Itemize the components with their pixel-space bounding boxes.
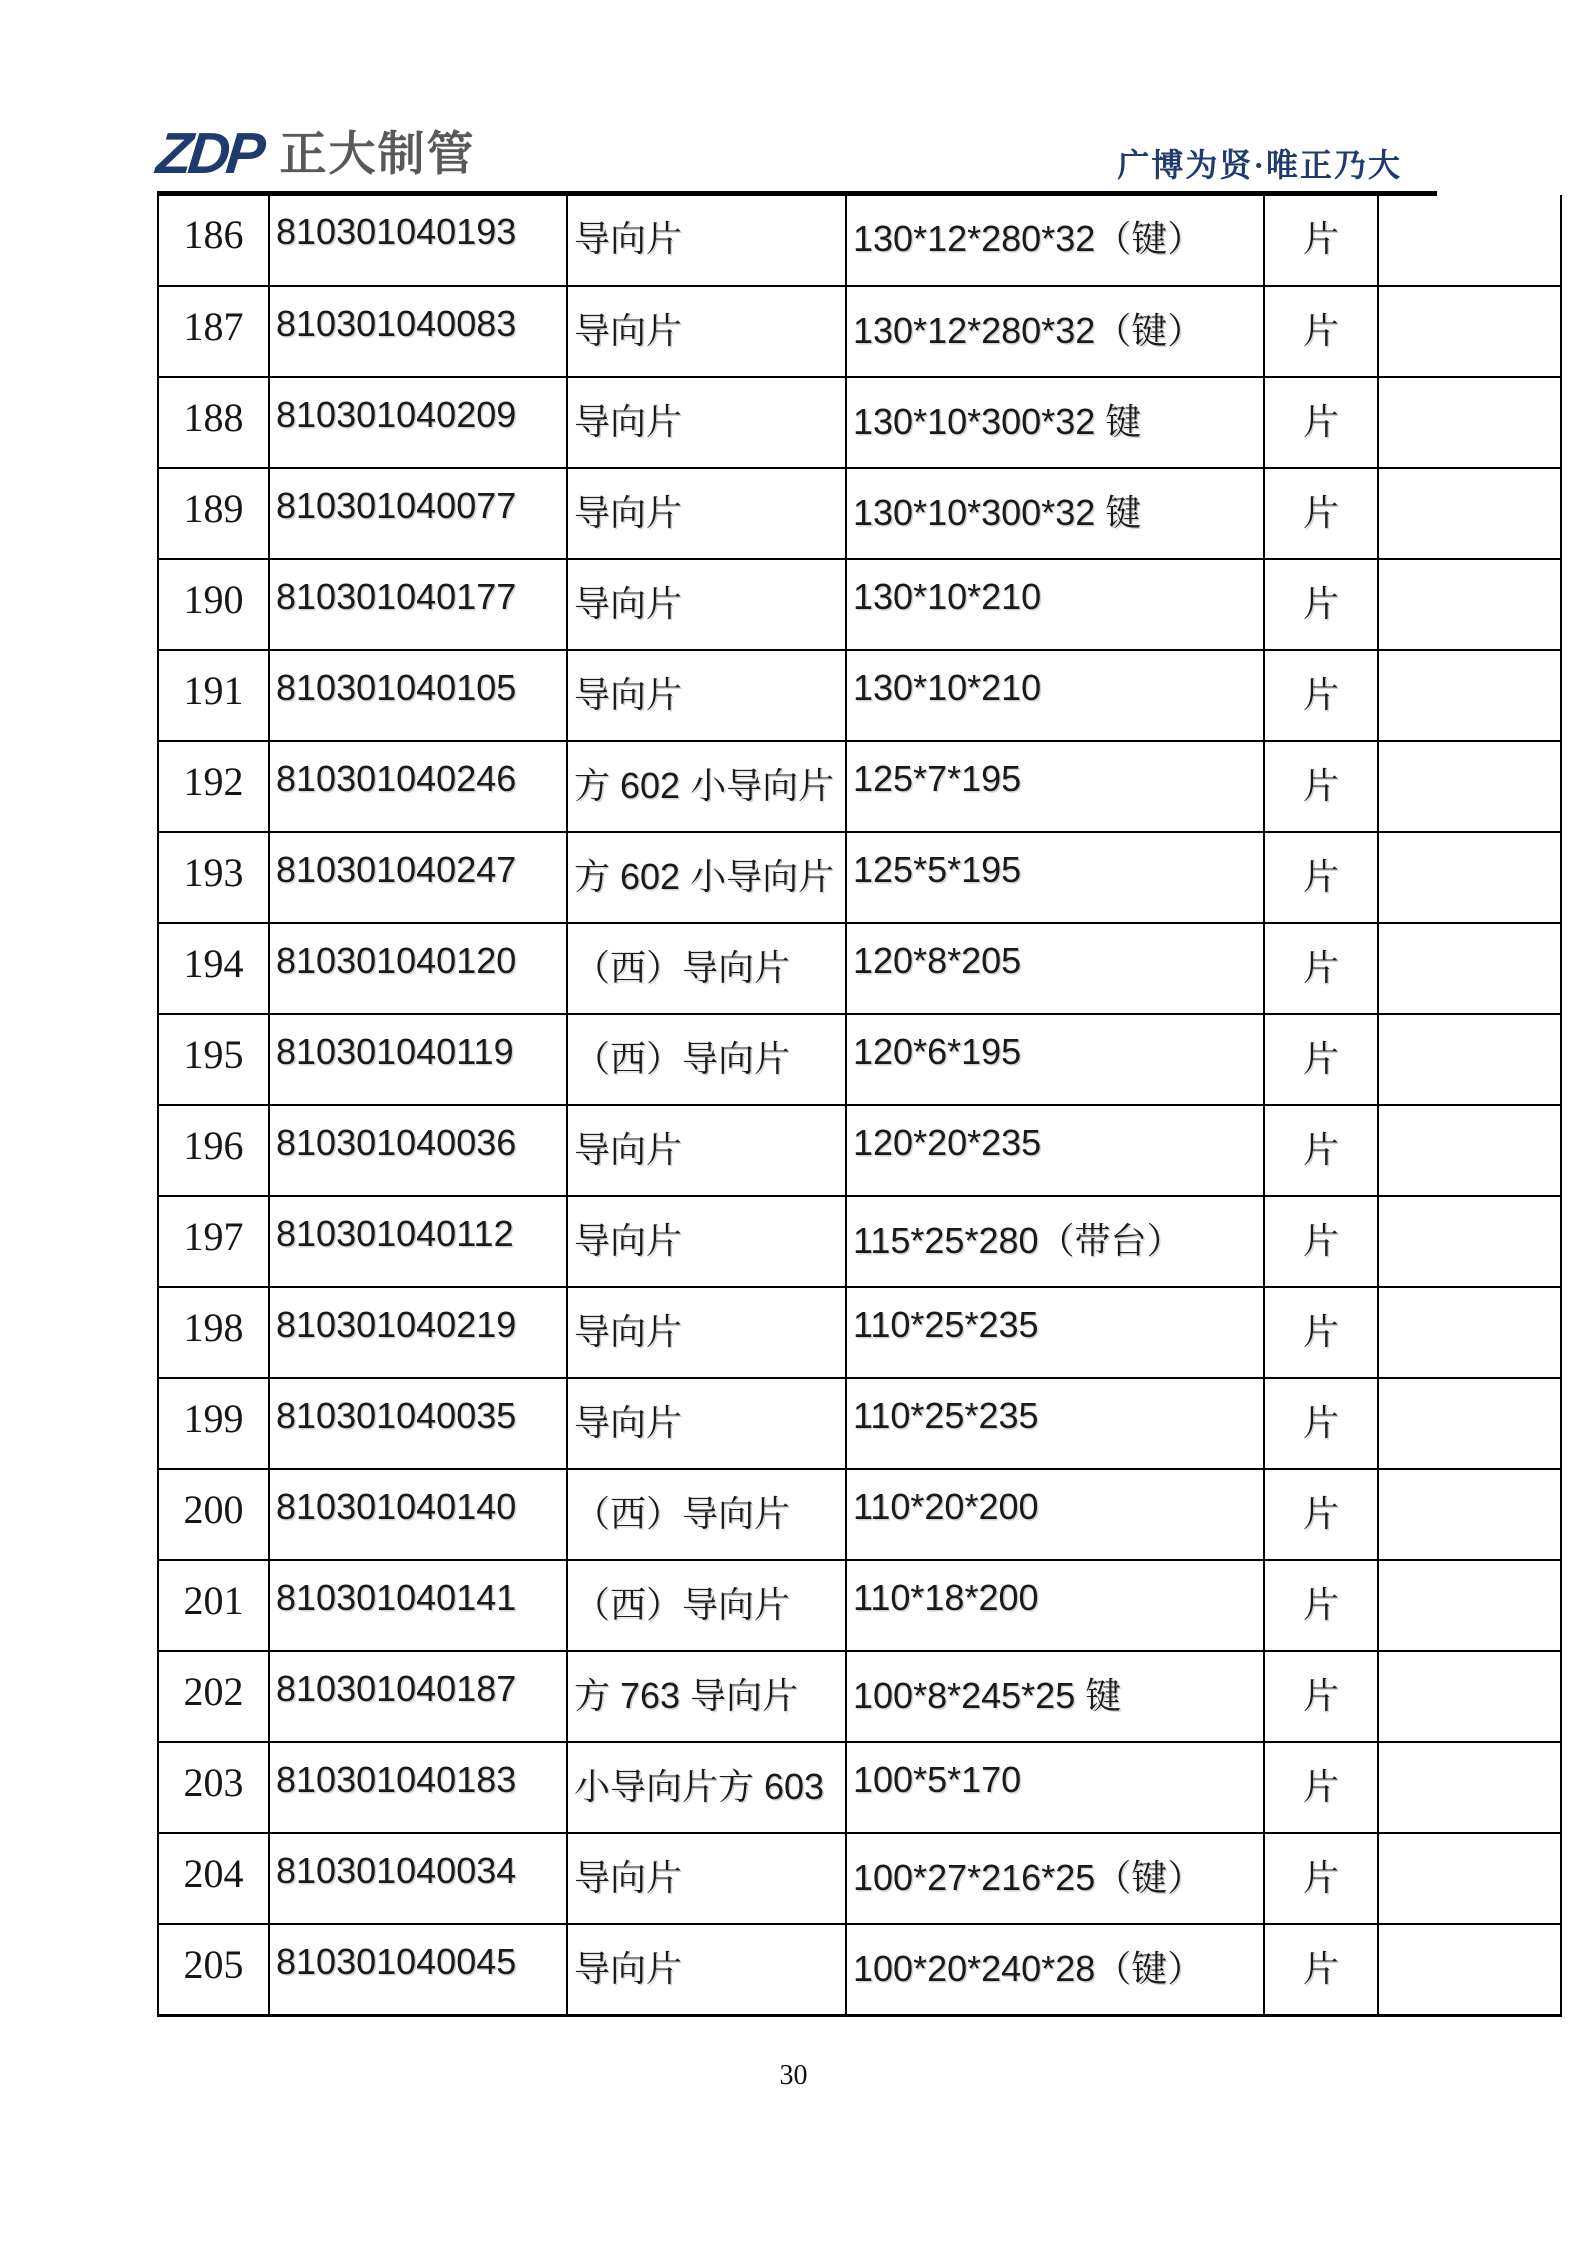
row-number-cell: 194 (158, 923, 269, 1014)
note-cell (1378, 468, 1561, 559)
part-spec-cell: 130*10*210 (846, 650, 1264, 741)
unit-cell: 片 (1264, 559, 1378, 650)
part-name-cell: 导向片 (567, 650, 846, 741)
part-name-cell: 小导向片方 603 (567, 1742, 846, 1833)
part-spec-cell: 125*5*195 (846, 832, 1264, 923)
part-code-cell: 810301040036 (269, 1105, 567, 1196)
part-code-cell: 810301040193 (269, 195, 567, 286)
table-row (158, 1742, 1561, 1833)
part-name-cell: 导向片 (567, 468, 846, 559)
unit-cell: 片 (1264, 1378, 1378, 1469)
part-name-cell: 方 602 小导向片 (567, 832, 846, 923)
note-cell (1378, 559, 1561, 650)
part-code-cell: 810301040141 (269, 1560, 567, 1651)
part-code-cell: 810301040034 (269, 1833, 567, 1924)
table-row (158, 1833, 1561, 1924)
row-number-cell: 200 (158, 1469, 269, 1560)
table-row (158, 832, 1561, 923)
part-name-cell: 导向片 (567, 559, 846, 650)
parts-table (157, 195, 1562, 2017)
part-code-cell: 810301040246 (269, 741, 567, 832)
part-code-cell: 810301040183 (269, 1742, 567, 1833)
table-row (158, 1105, 1561, 1196)
part-spec-cell: 125*7*195 (846, 741, 1264, 832)
part-spec-cell: 130*12*280*32（键） (846, 286, 1264, 377)
note-cell (1378, 1742, 1561, 1833)
part-code-cell: 810301040035 (269, 1378, 567, 1469)
part-name-cell: 导向片 (567, 1833, 846, 1924)
part-spec-cell: 100*27*216*25（键） (846, 1833, 1264, 1924)
part-name-cell: 导向片 (567, 1105, 846, 1196)
row-number-cell: 192 (158, 741, 269, 832)
unit-cell: 片 (1264, 1469, 1378, 1560)
note-cell (1378, 1378, 1561, 1469)
row-number-cell: 198 (158, 1287, 269, 1378)
part-name-cell: （西）导向片 (567, 1560, 846, 1651)
part-name-cell: 方 602 小导向片 (567, 741, 846, 832)
note-cell (1378, 1651, 1561, 1742)
part-code-cell: 810301040140 (269, 1469, 567, 1560)
part-spec-cell: 120*20*235 (846, 1105, 1264, 1196)
unit-cell: 片 (1264, 1833, 1378, 1924)
unit-cell: 片 (1264, 468, 1378, 559)
part-code-cell: 810301040247 (269, 832, 567, 923)
part-name-cell: 导向片 (567, 1378, 846, 1469)
row-number-cell: 186 (158, 195, 269, 286)
company-slogan: 广博为贤·唯正乃大 (1117, 147, 1402, 183)
row-number-cell: 197 (158, 1196, 269, 1287)
part-name-cell: 导向片 (567, 377, 846, 468)
part-spec-cell: 100*5*170 (846, 1742, 1264, 1833)
row-number-cell: 187 (158, 286, 269, 377)
part-spec-cell: 110*25*235 (846, 1287, 1264, 1378)
part-name-cell: （西）导向片 (567, 1014, 846, 1105)
note-cell (1378, 741, 1561, 832)
table-row (158, 650, 1561, 741)
table-row (158, 559, 1561, 650)
row-number-cell: 202 (158, 1651, 269, 1742)
table-row (158, 741, 1561, 832)
row-number-cell: 199 (158, 1378, 269, 1469)
note-cell (1378, 286, 1561, 377)
unit-cell: 片 (1264, 195, 1378, 286)
part-name-cell: （西）导向片 (567, 923, 846, 1014)
note-cell (1378, 1014, 1561, 1105)
row-number-cell: 188 (158, 377, 269, 468)
note-cell (1378, 1833, 1561, 1924)
unit-cell: 片 (1264, 1742, 1378, 1833)
note-cell (1378, 832, 1561, 923)
unit-cell: 片 (1264, 1105, 1378, 1196)
note-cell (1378, 1196, 1561, 1287)
part-spec-cell: 130*10*300*32 键 (846, 468, 1264, 559)
row-number-cell: 204 (158, 1833, 269, 1924)
unit-cell: 片 (1264, 1560, 1378, 1651)
table-row (158, 468, 1561, 559)
table-row (158, 923, 1561, 1014)
part-name-cell: 导向片 (567, 1924, 846, 2015)
note-cell (1378, 650, 1561, 741)
table-row (158, 1287, 1561, 1378)
part-code-cell: 810301040105 (269, 650, 567, 741)
table-row (158, 1014, 1561, 1105)
part-spec-cell: 130*10*210 (846, 559, 1264, 650)
note-cell (1378, 1287, 1561, 1378)
unit-cell: 片 (1264, 741, 1378, 832)
zdp-logo-mark: ZDP (153, 121, 265, 186)
table-row (158, 1651, 1561, 1742)
table-row (158, 1469, 1561, 1560)
row-number-cell: 196 (158, 1105, 269, 1196)
part-spec-cell: 100*20*240*28（键） (846, 1924, 1264, 2015)
part-code-cell: 810301040077 (269, 468, 567, 559)
part-spec-cell: 110*18*200 (846, 1560, 1264, 1651)
company-name: 正大制管 (279, 127, 476, 180)
unit-cell: 片 (1264, 1287, 1378, 1378)
part-code-cell: 810301040187 (269, 1651, 567, 1742)
part-spec-cell: 110*20*200 (846, 1469, 1264, 1560)
part-spec-cell: 100*8*245*25 键 (846, 1651, 1264, 1742)
unit-cell: 片 (1264, 1651, 1378, 1742)
table-row (158, 1378, 1561, 1469)
unit-cell: 片 (1264, 832, 1378, 923)
unit-cell: 片 (1264, 377, 1378, 468)
note-cell (1378, 1105, 1561, 1196)
part-code-cell: 810301040120 (269, 923, 567, 1014)
part-spec-cell: 130*12*280*32（键） (846, 195, 1264, 286)
note-cell (1378, 1469, 1561, 1560)
unit-cell: 片 (1264, 286, 1378, 377)
part-code-cell: 810301040045 (269, 1924, 567, 2015)
row-number-cell: 190 (158, 559, 269, 650)
row-number-cell: 201 (158, 1560, 269, 1651)
table-row (158, 195, 1561, 286)
table-row (158, 286, 1561, 377)
part-code-cell: 810301040219 (269, 1287, 567, 1378)
table-row (158, 1196, 1561, 1287)
note-cell (1378, 923, 1561, 1014)
unit-cell: 片 (1264, 1014, 1378, 1105)
part-code-cell: 810301040177 (269, 559, 567, 650)
unit-cell: 片 (1264, 1924, 1378, 2015)
note-cell (1378, 1560, 1561, 1651)
unit-cell: 片 (1264, 923, 1378, 1014)
table-row (158, 1924, 1561, 2015)
page-number: 30 (779, 2060, 808, 2091)
note-cell (1378, 195, 1561, 286)
note-cell (1378, 377, 1561, 468)
part-spec-cell: 120*8*205 (846, 923, 1264, 1014)
part-spec-cell: 130*10*300*32 键 (846, 377, 1264, 468)
part-spec-cell: 110*25*235 (846, 1378, 1264, 1469)
part-code-cell: 810301040083 (269, 286, 567, 377)
table-row (158, 377, 1561, 468)
row-number-cell: 203 (158, 1742, 269, 1833)
parts-table-body (158, 195, 1561, 2015)
company-logo (153, 121, 476, 186)
part-name-cell: （西）导向片 (567, 1469, 846, 1560)
part-code-cell: 810301040209 (269, 377, 567, 468)
unit-cell: 片 (1264, 1196, 1378, 1287)
row-number-cell: 205 (158, 1924, 269, 2015)
part-spec-cell: 115*25*280（带台） (846, 1196, 1264, 1287)
part-code-cell: 810301040112 (269, 1196, 567, 1287)
page-header (0, 0, 1587, 195)
table-row (158, 1560, 1561, 1651)
note-cell (1378, 1924, 1561, 2015)
row-number-cell: 191 (158, 650, 269, 741)
unit-cell: 片 (1264, 650, 1378, 741)
part-spec-cell: 120*6*195 (846, 1014, 1264, 1105)
part-name-cell: 导向片 (567, 1287, 846, 1378)
part-code-cell: 810301040119 (269, 1014, 567, 1105)
part-name-cell: 方 763 导向片 (567, 1651, 846, 1742)
part-name-cell: 导向片 (567, 1196, 846, 1287)
row-number-cell: 195 (158, 1014, 269, 1105)
part-name-cell: 导向片 (567, 286, 846, 377)
row-number-cell: 189 (158, 468, 269, 559)
row-number-cell: 193 (158, 832, 269, 923)
part-name-cell: 导向片 (567, 195, 846, 286)
